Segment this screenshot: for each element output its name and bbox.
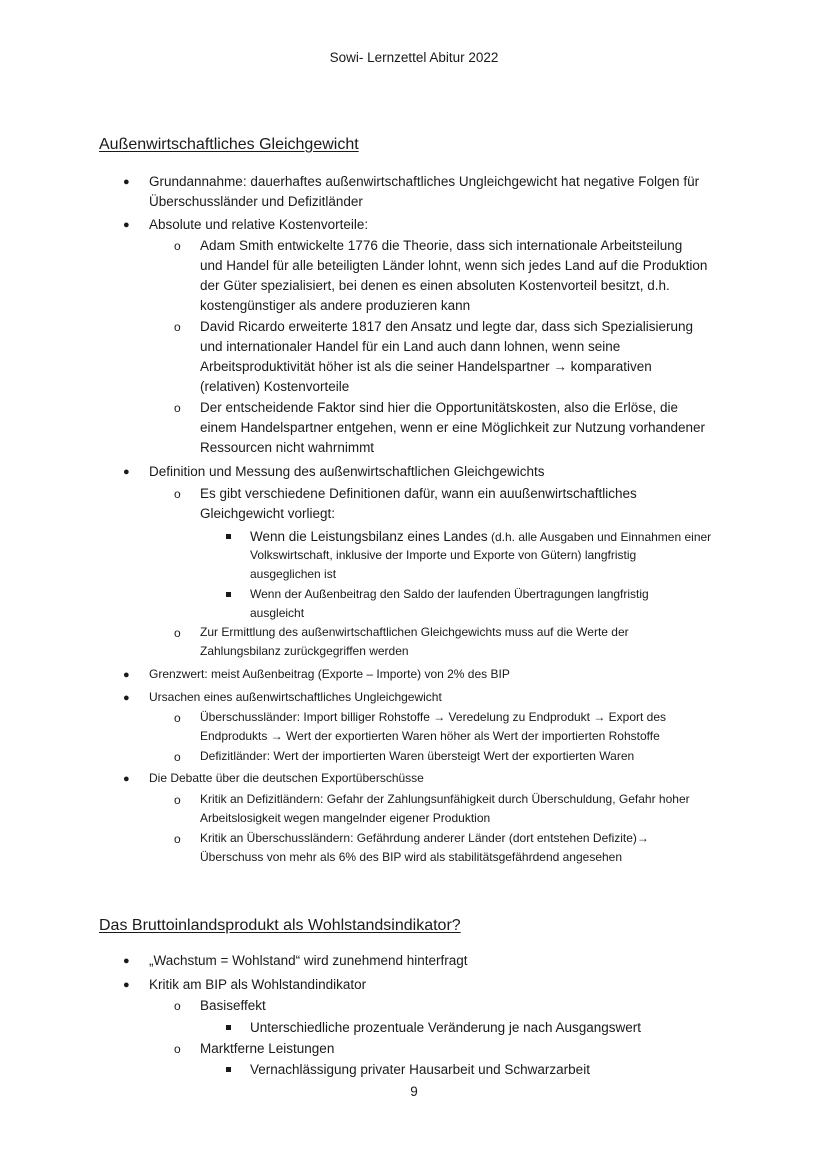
- text-line: Endprodukts → Wert der exportierten Waren höher als Wert der importierten Rohstoffe: [200, 729, 660, 743]
- section-title: Das Bruttoinlandsprodukt als Wohlstandsindikator?: [99, 917, 461, 934]
- leistungsbilanz-note: (d.h. alle Ausgaben und Einnahmen einer: [487, 530, 712, 544]
- text-line: Überschussländer: Import billiger Rohstoffe → Veredelung zu Endprodukt → Export des: [200, 710, 667, 724]
- text-line: Überschussländer und Defizitländer: [149, 194, 363, 209]
- bullet-square: [226, 534, 231, 539]
- bullet-square: [226, 1025, 231, 1030]
- text-line: der Güter spezialisiert, bei denen es einen absoluten Kostenvorteil besitzt, d.h.: [200, 278, 670, 293]
- section-title: Außenwirtschaftliches Gleichgewicht: [99, 136, 359, 153]
- bullet-dot: ●: [123, 219, 130, 231]
- text-line: Adam Smith entwickelte 1776 die Theorie, dass sich internationale Arbeitsteilung: [200, 238, 683, 253]
- bullet-dot: ●: [123, 692, 130, 704]
- text-line: einem Handelspartner entgehen, wenn er eine Möglichkeit zur Nutzung vorhandener: [200, 420, 706, 435]
- bullet-circle: o: [174, 1042, 181, 1056]
- text-line: Unterschiedliche prozentuale Veränderung je nach Ausgangswert: [250, 1020, 642, 1035]
- bullet-circle: o: [174, 626, 181, 640]
- text-line: Arbeitsproduktivität höher ist als die seiner Handelspartner → komparativen: [200, 359, 652, 374]
- text-line: Ressourcen nicht wahrnimmt: [200, 440, 375, 455]
- text-line: Absolute und relative Kostenvorteile:: [149, 217, 369, 232]
- bullet-dot: ●: [123, 955, 130, 967]
- text-line: Wenn der Außenbeitrag den Saldo der laufenden Übertragungen langfristig: [250, 587, 649, 601]
- bullet-circle: o: [174, 239, 181, 253]
- bullet-circle: o: [174, 320, 181, 334]
- text-line: ausgeglichen ist: [250, 567, 337, 581]
- text-line: Basiseffekt: [200, 998, 266, 1013]
- text-line: Zahlungsbilanz zurückgegriffen werden: [200, 644, 409, 658]
- text-line: „Wachstum = Wohlstand“ wird zunehmend hinterfragt: [149, 953, 468, 968]
- text-line: Überschuss von mehr als 6% des BIP wird als stabilitätsgefährdend angesehen: [200, 850, 623, 864]
- bullet-dot: ●: [123, 773, 130, 785]
- text-line: Ursachen eines außenwirtschaftliches Ungleichgewicht: [149, 690, 442, 704]
- text-line: (relativen) Kostenvorteile: [200, 379, 350, 394]
- text-line: und Handel für alle beteiligten Länder lohnt, wenn sich jedes Land auf die Produktion: [200, 258, 708, 273]
- bullet-circle: o: [174, 832, 181, 846]
- bullet-dot: ●: [123, 979, 130, 991]
- text-line: David Ricardo erweiterte 1817 den Ansatz und legte dar, dass sich Spezialisierung: [200, 319, 694, 334]
- page-number: 9: [410, 1084, 418, 1099]
- bullet-circle: o: [174, 401, 181, 415]
- text-line: Defizitländer: Wert der importierten Waren übersteigt Wert der exportierten Waren: [200, 749, 635, 763]
- text-line: Marktferne Leistungen: [200, 1041, 335, 1056]
- text-line: Kritik an Überschussländern: Gefährdung anderer Länder (dort entstehen Defizite)→: [200, 831, 649, 845]
- bullet-circle: o: [174, 711, 181, 725]
- text-line: Volkswirtschaft, inklusive der Importe und Exporte von Gütern) langfristig: [250, 548, 637, 562]
- text-line: [250, 527, 711, 548]
- bullet-circle: o: [174, 750, 181, 764]
- text-line: Die Debatte über die deutschen Exportüberschüsse: [149, 771, 424, 785]
- text-line: Grenzwert: meist Außenbeitrag (Exporte – Importe) von 2% des BIP: [149, 667, 510, 681]
- text-line: Arbeitslosigkeit wegen mangelnder eigener Produktion: [200, 811, 491, 825]
- bullet-dot: ●: [123, 669, 130, 681]
- bullet-circle: o: [174, 793, 181, 807]
- bullet-dot: ●: [123, 176, 130, 188]
- text-line: Kritik an Defizitländern: Gefahr der Zahlungsunfähigkeit durch Überschuldung, Gefahr hoher: [200, 792, 690, 806]
- bullet-dot: ●: [123, 466, 130, 478]
- text-line: Grundannahme: dauerhaftes außenwirtschaftliches Ungleichgewicht hat negative Folgen für: [149, 174, 700, 189]
- text-line: Vernachlässigung privater Hausarbeit und Schwarzarbeit: [250, 1062, 590, 1077]
- leistungsbilanz-text: Wenn die Leistungsbilanz eines Landes: [250, 529, 488, 544]
- text-line: Der entscheidende Faktor sind hier die Opportunitätskosten, also die Erlöse, die: [200, 400, 679, 415]
- text-line: und internationaler Handel für ein Land auch dann lohnen, wenn seine: [200, 339, 621, 354]
- page-header: Sowi- Lernzettel Abitur 2022: [329, 50, 499, 65]
- text-line: Gleichgewicht vorliegt:: [200, 506, 336, 521]
- text-line: Es gibt verschiedene Definitionen dafür, wann ein auußenwirtschaftliches: [200, 486, 637, 501]
- bullet-square: [226, 592, 231, 597]
- text-line: Zur Ermittlung des außenwirtschaftlichen Gleichgewichts muss auf die Werte der: [200, 625, 629, 639]
- bullet-square: [226, 1067, 231, 1072]
- text-line: ausgleicht: [250, 606, 305, 620]
- bullet-circle: o: [174, 487, 181, 501]
- text-line: Kritik am BIP als Wohlstandindikator: [149, 977, 367, 992]
- bullet-circle: o: [174, 999, 181, 1013]
- text-line: kostengünstiger als andere produzieren kann: [200, 298, 471, 313]
- text-line: Definition und Messung des außenwirtschaftlichen Gleichgewichts: [149, 464, 545, 479]
